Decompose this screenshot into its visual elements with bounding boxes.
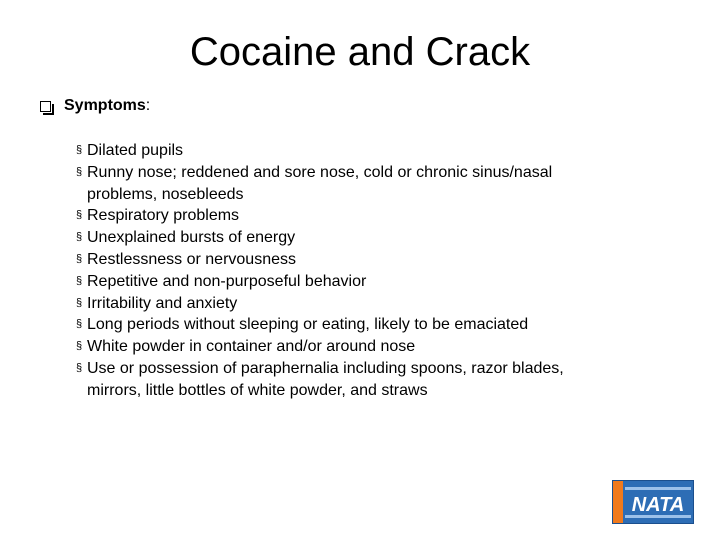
symptom-text: Unexplained bursts of energy bbox=[87, 229, 296, 247]
bullet-icon: § bbox=[76, 361, 83, 374]
symptom-text: Runny nose; reddened and sore nose, cold or chronic sinus/nasal bbox=[87, 163, 553, 181]
checkbox-icon bbox=[40, 101, 51, 112]
logo-text: NATA bbox=[631, 494, 685, 516]
symptom-item bbox=[76, 162, 696, 206]
bullet-icon: § bbox=[76, 274, 83, 287]
symptom-text: Restlessness or nervousness bbox=[87, 250, 296, 268]
bullet-icon: § bbox=[76, 340, 83, 353]
symptoms-heading bbox=[40, 94, 150, 118]
bullet-icon: § bbox=[76, 209, 83, 222]
symptom-text: Long periods without sleeping or eating, likely to be emaciated bbox=[87, 316, 529, 334]
symptom-item bbox=[76, 271, 696, 293]
symptom-item bbox=[76, 358, 696, 402]
symptom-item bbox=[76, 336, 696, 358]
symptom-text: Respiratory problems bbox=[87, 207, 240, 225]
symptom-item bbox=[76, 249, 696, 271]
symptoms-heading-label: Symptoms bbox=[64, 97, 146, 114]
symptom-text: White powder in container and/or around nose bbox=[87, 338, 416, 356]
symptom-text: Use or possession of paraphernalia including spoons, razor blades, bbox=[87, 359, 564, 377]
nata-logo bbox=[612, 480, 694, 524]
symptom-text: Irritability and anxiety bbox=[87, 294, 238, 312]
bullet-icon: § bbox=[76, 165, 83, 178]
symptom-list bbox=[76, 140, 696, 402]
bullet-icon: § bbox=[76, 296, 83, 309]
slide-title: Cocaine and Crack bbox=[189, 30, 531, 74]
symptom-text: Dilated pupils bbox=[87, 142, 184, 159]
symptom-item bbox=[76, 293, 696, 315]
symptom-text-continued: mirrors, little bottles of white powder, and straws bbox=[87, 381, 428, 399]
symptom-item bbox=[76, 140, 696, 162]
bullet-icon: § bbox=[76, 318, 83, 331]
symptom-item bbox=[76, 227, 696, 249]
symptom-text-continued: problems, nosebleeds bbox=[87, 185, 244, 203]
symptoms-heading-colon: : bbox=[145, 97, 151, 114]
symptom-item bbox=[76, 314, 696, 336]
symptom-item bbox=[76, 205, 696, 227]
symptom-text: Repetitive and non-purposeful behavior bbox=[87, 272, 367, 290]
nata-logo-graphic bbox=[613, 481, 693, 523]
bullet-icon: § bbox=[76, 231, 83, 244]
bullet-icon: § bbox=[76, 252, 83, 265]
bullet-icon: § bbox=[76, 144, 83, 156]
